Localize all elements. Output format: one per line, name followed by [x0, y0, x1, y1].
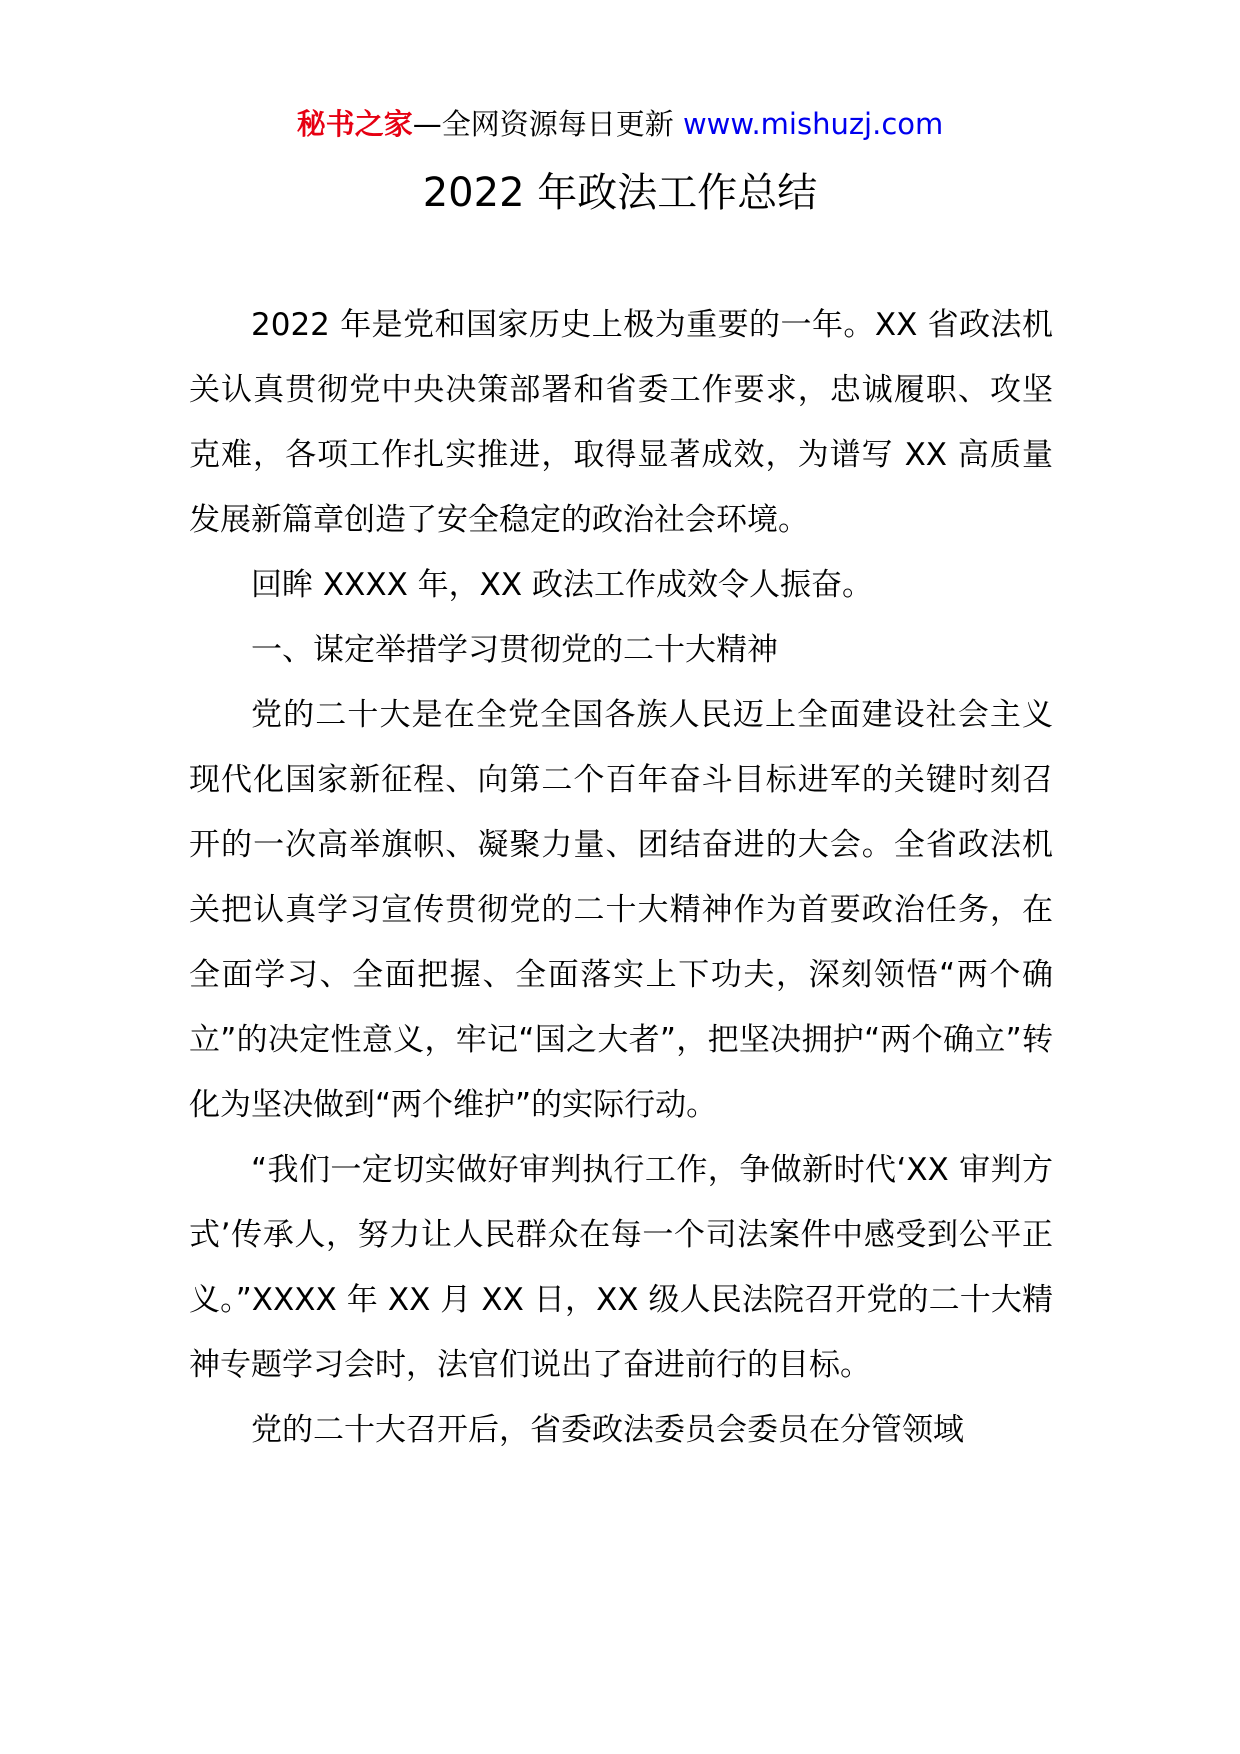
site-url-link[interactable]: www.mishuzj.com [682, 107, 944, 141]
site-header [0, 102, 1240, 146]
paragraph-after-congress: 党的二十大召开后，省委政法委员会委员在分管领域 [251, 1412, 964, 1448]
document-body [189, 293, 1053, 1463]
section-heading-1: 一、谋定举措学习贯彻党的二十大精神 [251, 632, 778, 668]
document-title: 2022 年政法工作总结 [422, 170, 818, 216]
paragraph-quote: “我们一定切实做好审判执行工作，争做新时代‘XX 审判方式’传承人，努力让人民群众在每一个司法案件中感受到公平正义。”XXXX 年 XX 月 XX 日，XX 级人民法院召开党的二十大精神专题学习会时，法官们说出了奋进前行的目标。 [189, 1152, 1053, 1383]
header-tagline: —全网资源每日更新 [412, 107, 683, 141]
paragraph-review: 回眸 XXXX 年，XX 政法工作成效令人振奋。 [251, 567, 873, 603]
paragraph-congress: 党的二十大是在全党全国各族人民迈上全面建设社会主义现代化国家新征程、向第二个百年奋斗目标进军的关键时刻召开的一次高举旗帜、凝聚力量、团结奋进的大会。全省政法机关把认真学习宣传贯彻党的二十大精神作为首要政治任务，在全面学习、全面把握、全面落实上下功夫，深刻领悟“两个确立”的决定性意义，牢记“国之大者”，把坚决拥护“两个确立”转化为坚决做到“两个维护”的实际行动。 [189, 697, 1053, 1123]
brand-name: 秘书之家 [296, 107, 413, 141]
paragraph-intro: 2022 年是党和国家历史上极为重要的一年。XX 省政法机关认真贯彻党中央决策部署和省委工作要求，忠诚履职、攻坚克难，各项工作扎实推进，取得显著成效，为谱写 XX 高质量发展新篇章创造了安全稳定的政治社会环境。 [189, 307, 1053, 538]
